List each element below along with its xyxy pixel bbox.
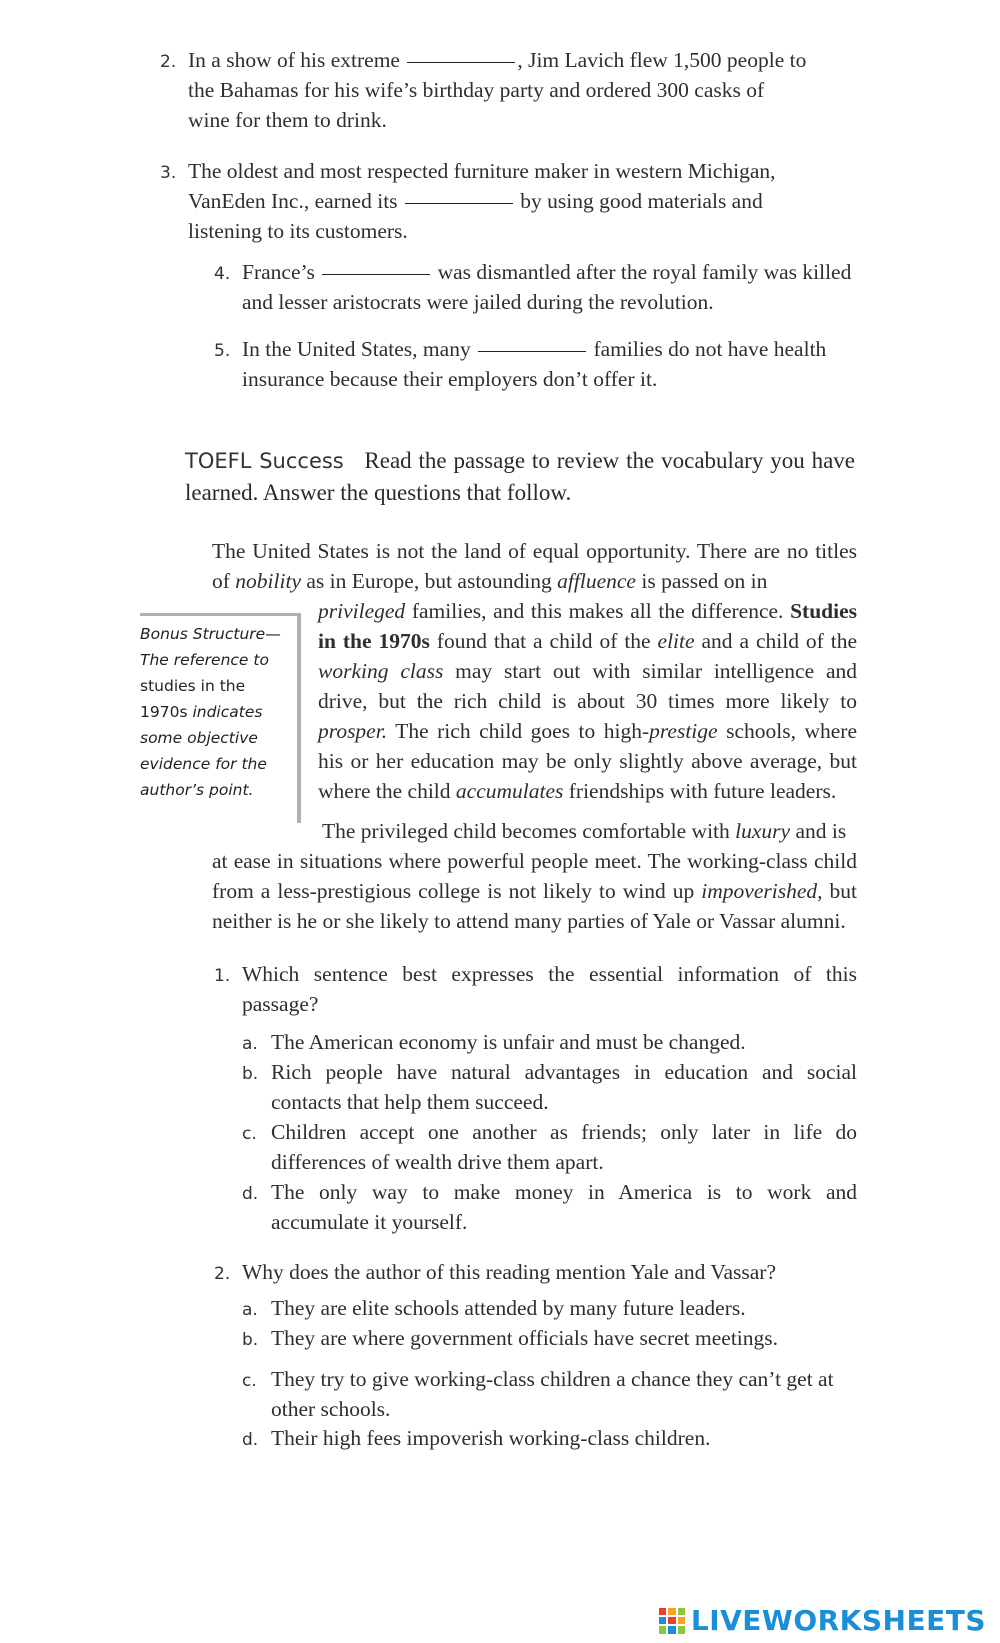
option-letter: b. — [242, 1330, 259, 1350]
passage-middle: privileged families, and this makes all the difference. Studies in the 1970s found that a child of the elite and a child of the working class may start out with similar intelligence and drive, but the rich child is about 30 times more likely to prosper. The rich child goes to high-prestige schools, where his or her education may be only slightly above average, but where the child accumulates friendships with future leaders. — [318, 599, 857, 803]
option-letter: d. — [242, 1430, 259, 1450]
question-number: 2. — [214, 1264, 231, 1284]
vocab-word: affluence — [557, 569, 636, 593]
option-d[interactable]: Their high fees impoverish working-class children. — [271, 1426, 711, 1450]
toefl-heading: TOEFL Success — [185, 449, 344, 473]
answer-blank[interactable] — [407, 61, 515, 63]
passage-top: The United States is not the land of equal opportunity. There are no titles of nobility as in Europe, but astounding affluence is passed on in — [212, 539, 857, 593]
option-c[interactable]: Children accept one another as friends; only later in life do differences of wealth drive them apart. — [271, 1120, 857, 1174]
option-a[interactable]: They are elite schools attended by many future leaders. — [271, 1296, 746, 1320]
item-number: 4. — [214, 264, 231, 284]
option-letter: c. — [242, 1371, 257, 1391]
question-number: 1. — [214, 966, 231, 986]
item-text: France’s was dismantled after the royal family was killed and lesser aristocrats were jailed during the revolution. — [242, 260, 852, 314]
item-number: 2. — [160, 52, 177, 72]
liveworksheets-logo-icon — [659, 1608, 685, 1634]
option-letter: c. — [242, 1124, 257, 1144]
item-text: The oldest and most respected furniture maker in western Michigan, VanEden Inc., earned its by using good materials and listening to its customers. — [188, 159, 776, 243]
bonus-rule-top — [140, 613, 300, 616]
liveworksheets-watermark — [659, 1604, 986, 1637]
answer-blank[interactable] — [478, 350, 586, 352]
vocab-word: luxury — [735, 819, 791, 843]
answer-blank[interactable] — [322, 273, 430, 275]
item-text: In a show of his extreme , Jim Lavich flew 1,500 people to the Bahamas for his wife’s birthday party and ordered 300 casks of wine for them to drink. — [188, 48, 807, 132]
vocab-word: prestige — [649, 719, 718, 743]
vocab-word: privileged — [318, 599, 406, 623]
vocab-word: nobility — [235, 569, 301, 593]
brand-name: LIVEWORKSHEETS — [690, 1604, 986, 1637]
option-letter: a. — [242, 1300, 258, 1320]
item-number: 5. — [214, 341, 231, 361]
bonus-title: Bonus Structure— — [140, 625, 281, 643]
option-letter: a. — [242, 1034, 258, 1054]
passage-line: The privileged child becomes comfortable with luxury and is — [322, 819, 847, 843]
bonus-structure-note: Bonus Structure— The reference to studies in the 1970s indicates some objective evidence for the author’s point. — [140, 621, 300, 803]
vocab-word: prosper. — [318, 719, 388, 743]
studies-highlight: Studies in the 1970s — [318, 599, 857, 653]
option-a[interactable]: The American economy is unfair and must be changed. — [271, 1030, 746, 1054]
option-d[interactable]: The only way to make money in America is to work and accumulate it yourself. — [271, 1180, 857, 1234]
passage-bottom: at ease in situations where powerful people meet. The working-class child from a less-prestigious college is not likely to wind up impoverished, but neither is he or she likely to attend many parties of Yale or Vassar alumni. — [212, 849, 857, 933]
option-letter: d. — [242, 1184, 259, 1204]
vocab-word: elite — [657, 629, 695, 653]
vocab-word: working class — [318, 659, 444, 683]
vocab-word: accumulates — [455, 779, 564, 803]
option-b[interactable]: They are where government officials have secret meetings. — [271, 1326, 779, 1350]
vocab-word: impoverished, — [701, 879, 823, 903]
question-text: Which sentence best expresses the essential information of this passage? — [242, 962, 857, 1016]
option-b[interactable]: Rich people have natural advantages in education and social contacts that help them succeed. — [271, 1060, 857, 1114]
item-number: 3. — [160, 163, 177, 183]
toefl-instruction: TOEFL Success Read the passage to review the vocabulary you have learned. Answer the questions that follow. — [185, 448, 855, 505]
answer-blank[interactable] — [405, 202, 513, 204]
option-letter: b. — [242, 1064, 259, 1084]
item-text: In the United States, many families do not have health insurance because their employers don’t offer it. — [242, 337, 827, 391]
option-c[interactable]: They try to give working-class children a chance they can’t get at other schools. — [271, 1367, 834, 1421]
question-text: Why does the author of this reading mention Yale and Vassar? — [242, 1260, 777, 1284]
